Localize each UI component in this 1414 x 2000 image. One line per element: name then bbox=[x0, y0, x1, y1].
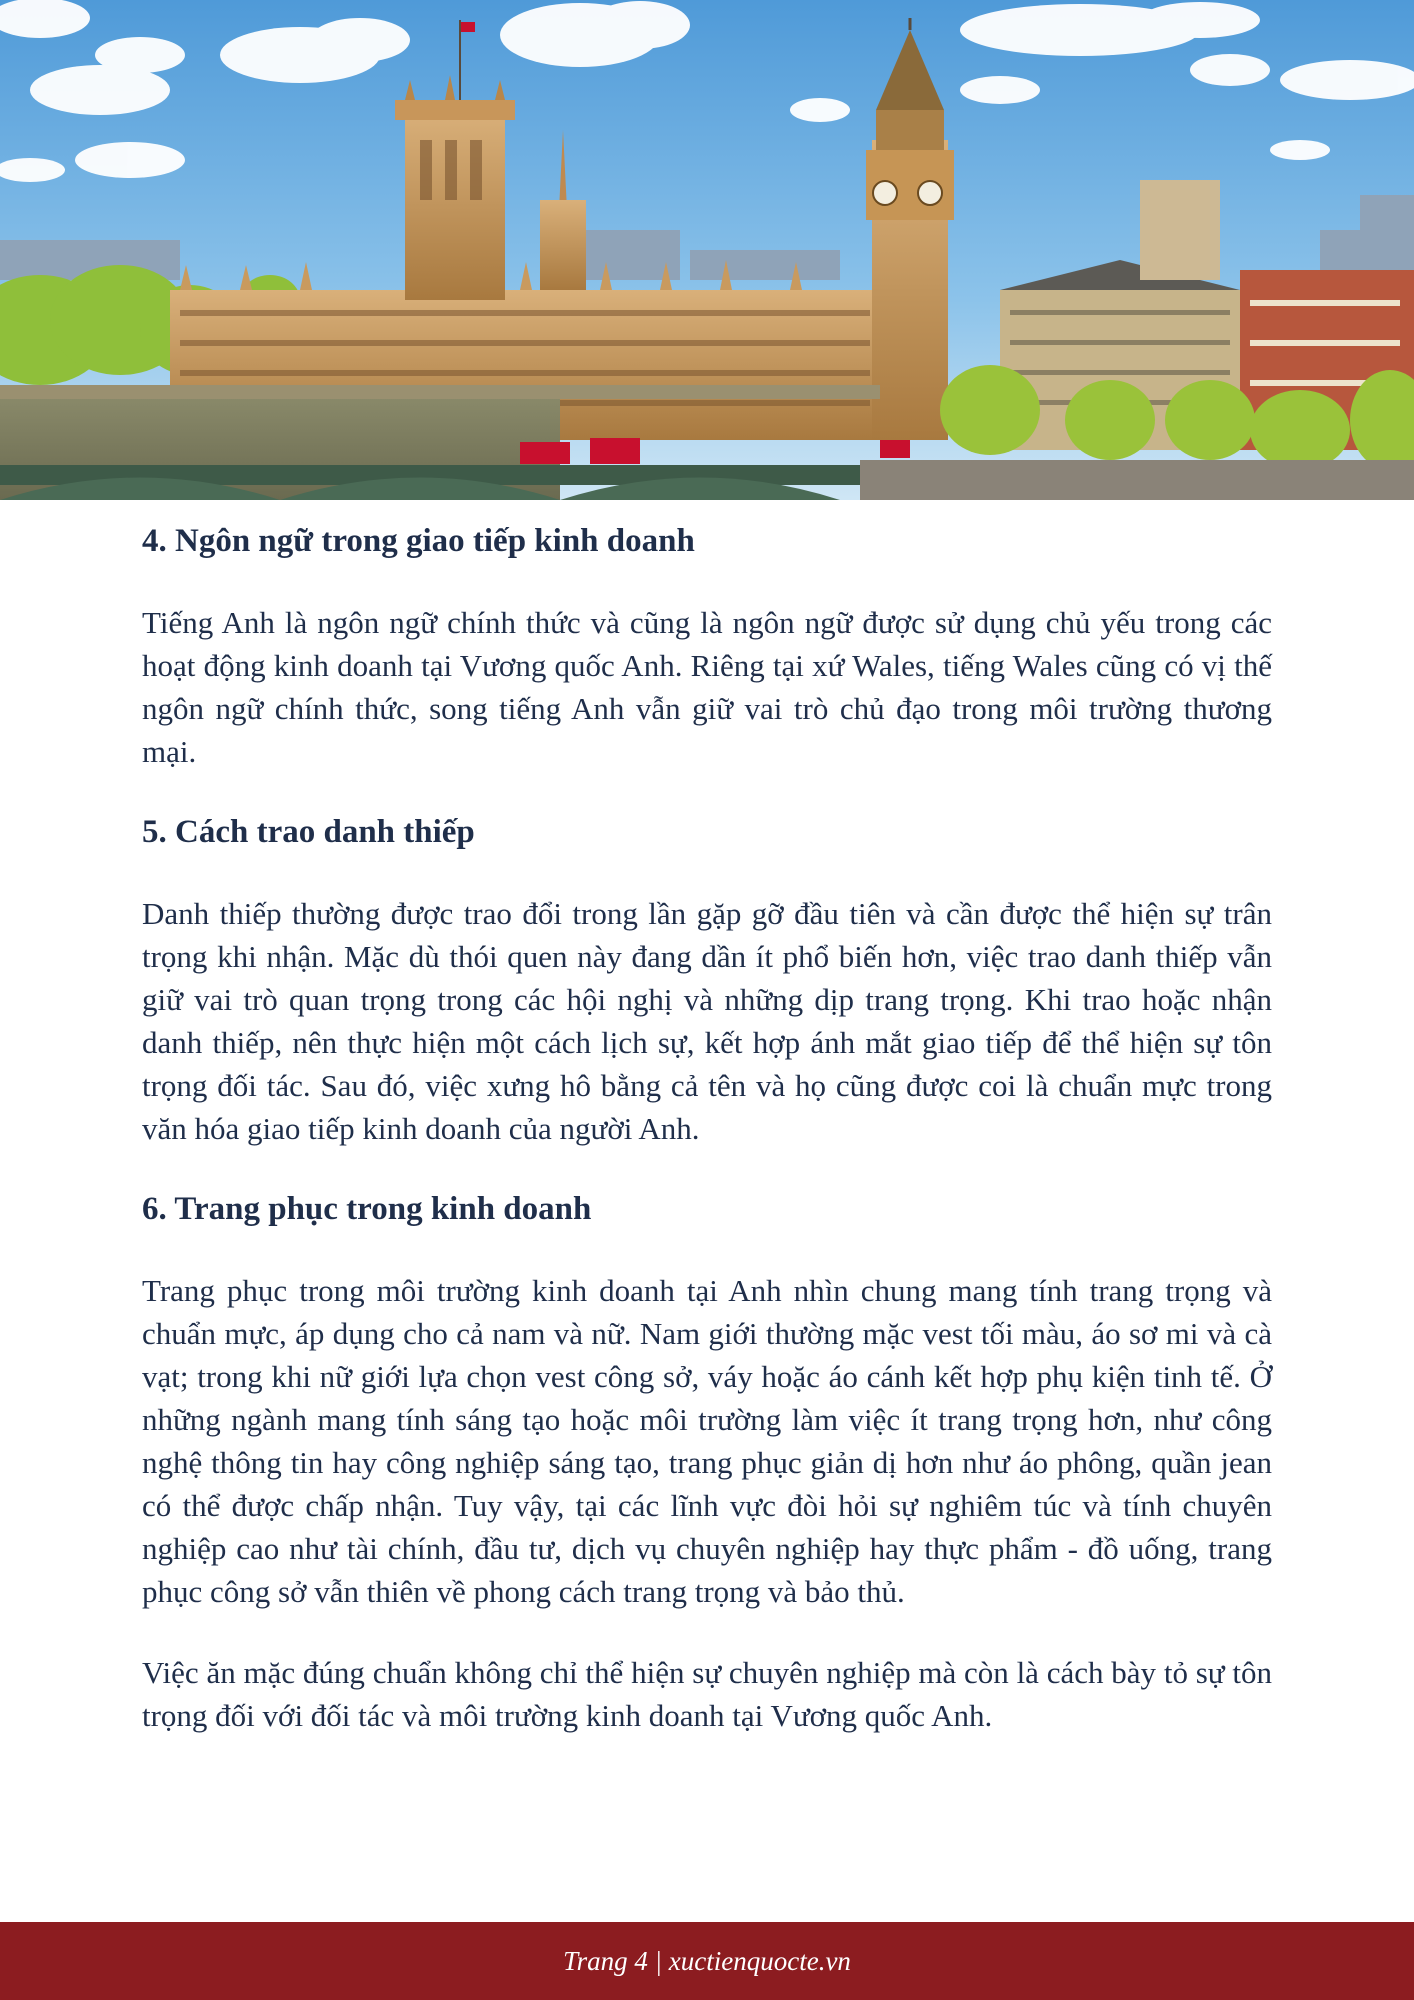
section-paragraph: Việc ăn mặc đúng chuẩn không chỉ thể hiện sự chuyên nghiệp mà còn là cách bày tỏ sự tôn trọng đối với đối tác và môi trường kinh doanh tại Vương quốc Anh. bbox=[142, 1654, 1272, 1733]
section-heading: 4. Ngôn ngữ trong giao tiếp kinh doanh bbox=[142, 523, 695, 559]
footer-page-info: Trang 4 | xuctienquocte.vn bbox=[563, 1945, 851, 1976]
section-paragraph: Trang phục trong môi trường kinh doanh tại Anh nhìn chung mang tính trang trọng và chuẩn mực, áp dụng cho cả nam và nữ. Nam giới thường mặc vest tối màu, áo sơ mi và cà vạt; trong khi nữ giới lựa chọn vest công sở, váy hoặc áo cánh kết hợp phụ kiện tinh tế. Ở những ngành mang tính sáng tạo hoặc môi trường làm việc ít trang trọng hơn, như công nghệ thông tin hay công nghiệp sáng tạo, trang phục giản dị hơn như áo phông, quần jean có thể được chấp nhận. Tuy vậy, tại các lĩnh vực đòi hỏi sự nghiêm túc và tính chuyên nghiệp cao như tài chính, đầu tư, dịch vụ chuyên nghiệp hay thực phẩm - đồ uống, trang phục công sở vẫn thiên về phong cách trang trọng và bảo thủ. bbox=[142, 1272, 1272, 1609]
westminster-skyline-illustration bbox=[0, 0, 1414, 500]
section-heading: 6. Trang phục trong kinh doanh bbox=[142, 1190, 592, 1227]
article-body bbox=[142, 520, 1272, 1737]
section-paragraph: Danh thiếp thường được trao đổi trong lần gặp gỡ đầu tiên và cần được thể hiện sự trân trọng khi nhận. Mặc dù thói quen này đang dần ít phổ biến hơn, việc trao danh thiếp vẫn giữ vai trò quan trọng trong các hội nghị và những dịp trang trọng. Khi trao hoặc nhận danh thiếp, nên thực hiện một cách lịch sự, kết hợp ánh mắt giao tiếp để thể hiện sự tôn trọng đối tác. Sau đó, việc xưng hô bằng cả tên và họ cũng được coi là chuẩn mực trong văn hóa giao tiếp kinh doanh của người Anh. bbox=[142, 895, 1272, 1146]
section-heading: 5. Cách trao danh thiếp bbox=[142, 813, 475, 850]
hero-image bbox=[0, 0, 1414, 500]
page-footer bbox=[0, 1922, 1414, 2000]
section-paragraph: Tiếng Anh là ngôn ngữ chính thức và cũng là ngôn ngữ được sử dụng chủ yếu trong các hoạt động kinh doanh tại Vương quốc Anh. Riêng tại xứ Wales, tiếng Wales cũng có vị thế ngôn ngữ chính thức, song tiếng Anh vẫn giữ vai trò chủ đạo trong môi trường thương mại. bbox=[142, 604, 1272, 769]
